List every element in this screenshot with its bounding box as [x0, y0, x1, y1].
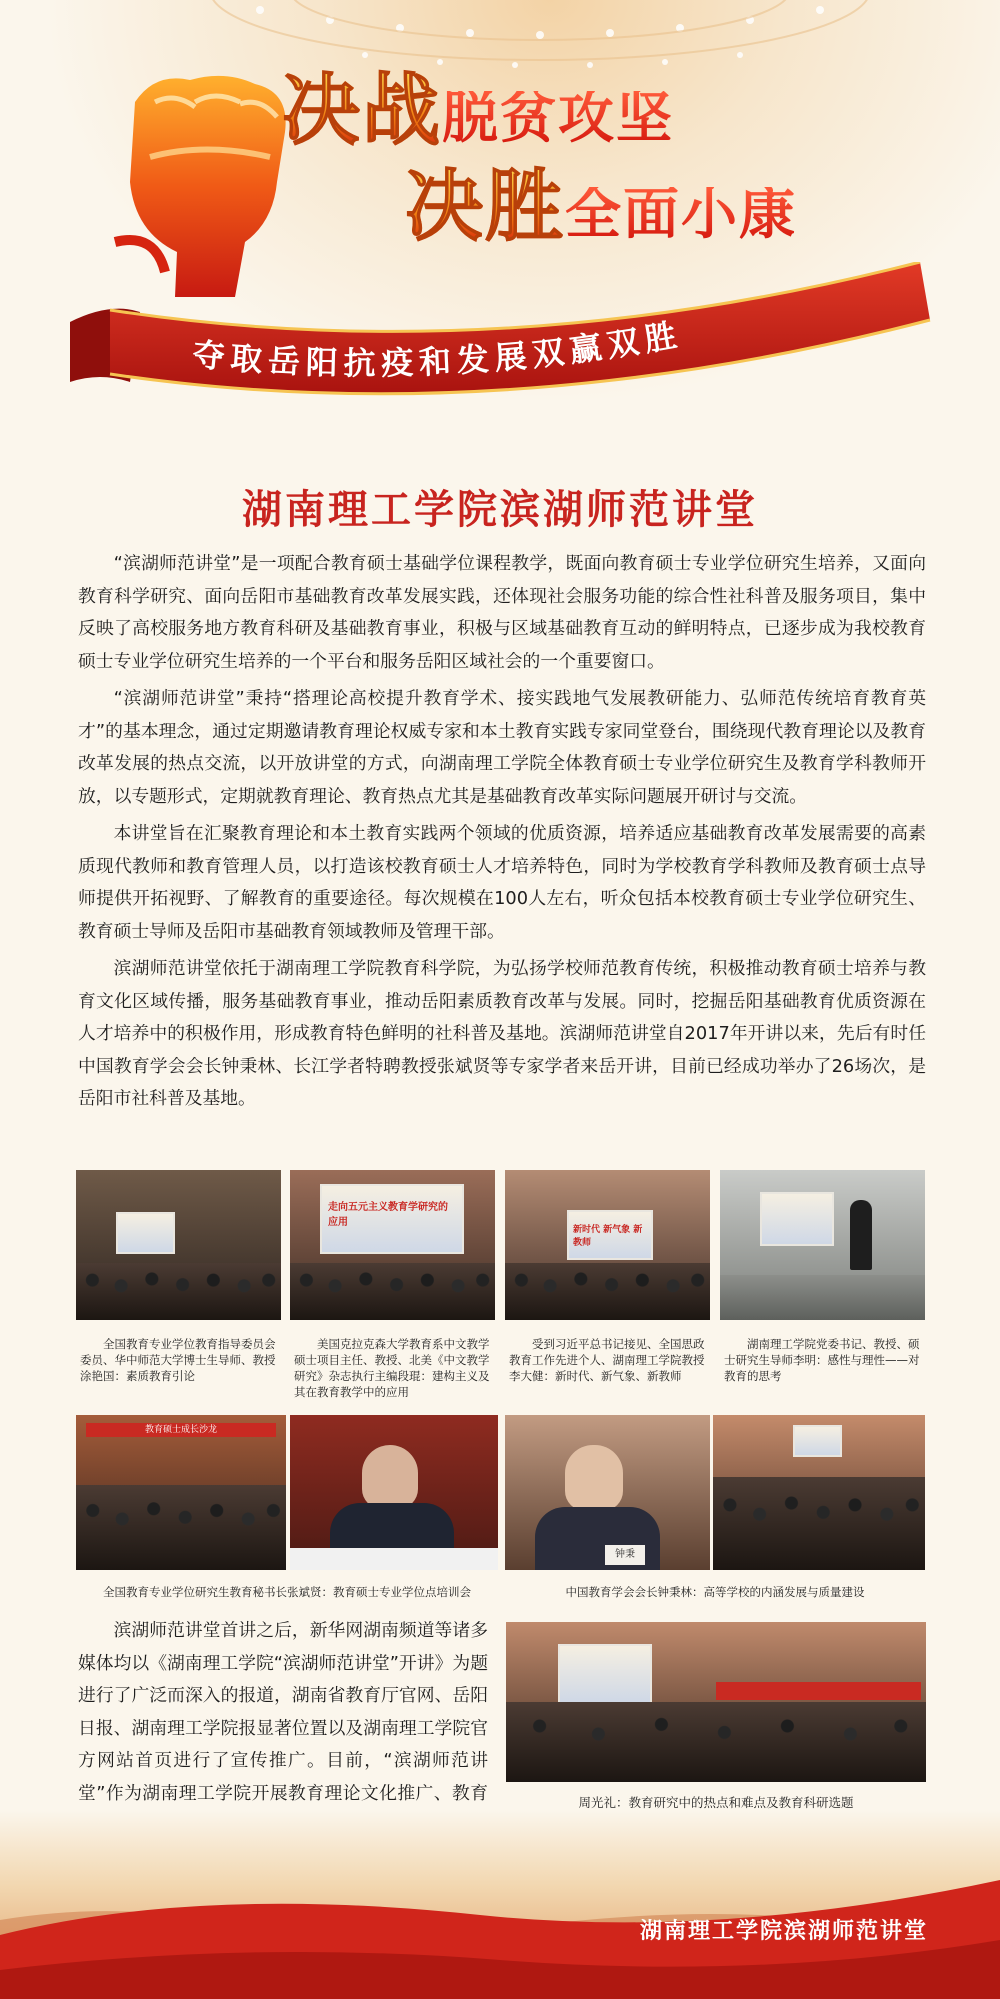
ribbon-text: 夺取岳阳抗疫和发展双赢双胜 [191, 315, 686, 383]
photo-3-caption: 受到习近平总书记接见、全国思政教育工作先进个人、湖南理工学院教授李大健：新时代、新气象、新教师 [509, 1337, 705, 1383]
photo-5-banner: 教育硕士成长沙龙 [86, 1423, 276, 1437]
page-title: 湖南理工学院滨湖师范讲堂 [242, 486, 758, 533]
speaker-photo-zhang [290, 1415, 498, 1570]
headline-line-1 [282, 66, 675, 156]
speaker-nameplate: 钟秉 [605, 1545, 645, 1565]
lecture-photo-8 [713, 1415, 925, 1570]
photo-row2-caption-2: 中国教育学会会长钟秉林：高等学校的内涵发展与质量建设 [565, 1585, 865, 1599]
intro-paragraph-3: 本讲堂旨在汇聚教育理论和本土教育实践两个领域的优质资源，培养适应基础教育改革发展需要的高素质现代教师和教育管理人员，以打造该校教育硕士人才培养特色，同时为学校教育学科教师及教育硕士点导师提供开拓视野、了解教育的重要途径。每次规模在100人左右，听众包括本校教育硕士专业学位研究生、教育硕士导师及岳阳市基础教育领域教师及管理干部。 [78, 823, 926, 942]
headline-line-2 [405, 162, 798, 252]
footer-title: 湖南理工学院滨湖师范讲堂 [639, 1919, 928, 1944]
photo-1-caption: 全国教育专业学位教育指导委员会委员、华中师范大学博士生导师、教授涂艳国：素质教育引论 [80, 1337, 276, 1383]
lecture-photo-1 [76, 1170, 281, 1320]
intro-paragraph-4: 滨湖师范讲堂依托于湖南理工学院教育科学院，为弘扬学校师范教育传统，积极推动教育硕士培养与教育文化区域传播，服务基础教育事业，推动岳阳素质教育改革与发展。同时，挖掘岳阳基础教育优质资源在人才培养中的积极作用，形成教育特色鲜明的社科普及基地。滨湖师范讲堂自2017年开讲以来，先后有时任中国教育学会会长钟秉林、长江学者特聘教授张斌贤等专家学者来岳开讲，目前已经成功举办了26场次，是岳阳市社科普及基地。 [78, 958, 926, 1109]
intro-paragraph-2: “滨湖师范讲堂”秉持“搭理论高校提升教育学术、接实践地气发展教研能力、弘师范传统培育教育英才”的基本理念，通过定期邀请教育理论权威专家和本土教育实践专家同堂登台，围绕现代教育理论以及教育改革发展的热点交流，以开放讲堂的方式，向湖南理工学院全体教育硕士专业学位研究生及教育学科教师开放，以专题形式，定期就教育理论、教育热点尤其是基础教育改革实际问题展开研讨与交流。 [78, 688, 926, 807]
lecture-photo-4 [720, 1170, 925, 1320]
lecture-photo-5 [76, 1415, 286, 1570]
photo-4-caption: 湖南理工学院党委书记、教授、硕士研究生导师李明：感性与理性——对教育的思考 [724, 1337, 920, 1383]
headline-1-big: 决战 [282, 66, 443, 156]
intro-section [78, 548, 926, 1121]
photo-row2-caption-1: 全国教育专业学位研究生教育秘书长张斌贤：教育硕士专业学位点培训会 [103, 1585, 471, 1599]
ribbon-banner [70, 262, 940, 412]
headline-2-big: 决胜 [405, 162, 566, 252]
headline-1-small: 脱贫攻坚 [442, 86, 675, 151]
closing-paragraph [78, 1615, 488, 1843]
headline-2-small: 全面小康 [565, 182, 798, 247]
lecture-photo-2 [290, 1170, 495, 1320]
screen-text-3: 新时代 新气象 新教师 [573, 1225, 643, 1248]
screen-text-2: 走向五元主义教育学研究的应用 [328, 1202, 448, 1228]
intro-paragraph-1: “滨湖师范讲堂”是一项配合教育硕士基础学位课程教学，既面向教育硕士专业学位研究生培养，又面向教育科学研究、面向岳阳市基础教育改革发展实践，还体现社会服务功能的综合性社科普及服务项目，集中反映了高校服务地方教育科研及基础教育事业，积极与区域基础教育互动的鲜明特点，已逐步成为我校教育硕士专业学位研究生培养的一个平台和服务岳阳区域社会的一个重要窗口。 [78, 553, 926, 672]
photo-2-caption: 美国克拉克森大学教育系中文教学硕士项目主任、教授、北美《中文教学研究》杂志执行主编段琨：建构主义及其在教育教学中的应用 [294, 1337, 490, 1399]
lecture-photo-zhou [506, 1622, 926, 1782]
speaker-photo-zhong [505, 1415, 710, 1570]
closing-paragraph-start: 滨湖师范讲堂首讲之后，新华网湖南频道等诸多媒体均以《湖南理工学院“滨湖师范讲堂”开讲》为题进行了广泛而深入的报道，湖南省教育厅官网、岳阳日报、湖南理工学院报显著位置以及湖南理工学院官方网站首页进行了宣传推广。目前，“滨湖师范讲堂”作为湖南理工学院开展教育理论文化推广、教育 [78, 1620, 488, 1804]
photo-zhou-caption: 周光礼：教育研究中的热点和难点及教育科研选题 [578, 1795, 854, 1810]
lecture-photo-3 [505, 1170, 710, 1320]
